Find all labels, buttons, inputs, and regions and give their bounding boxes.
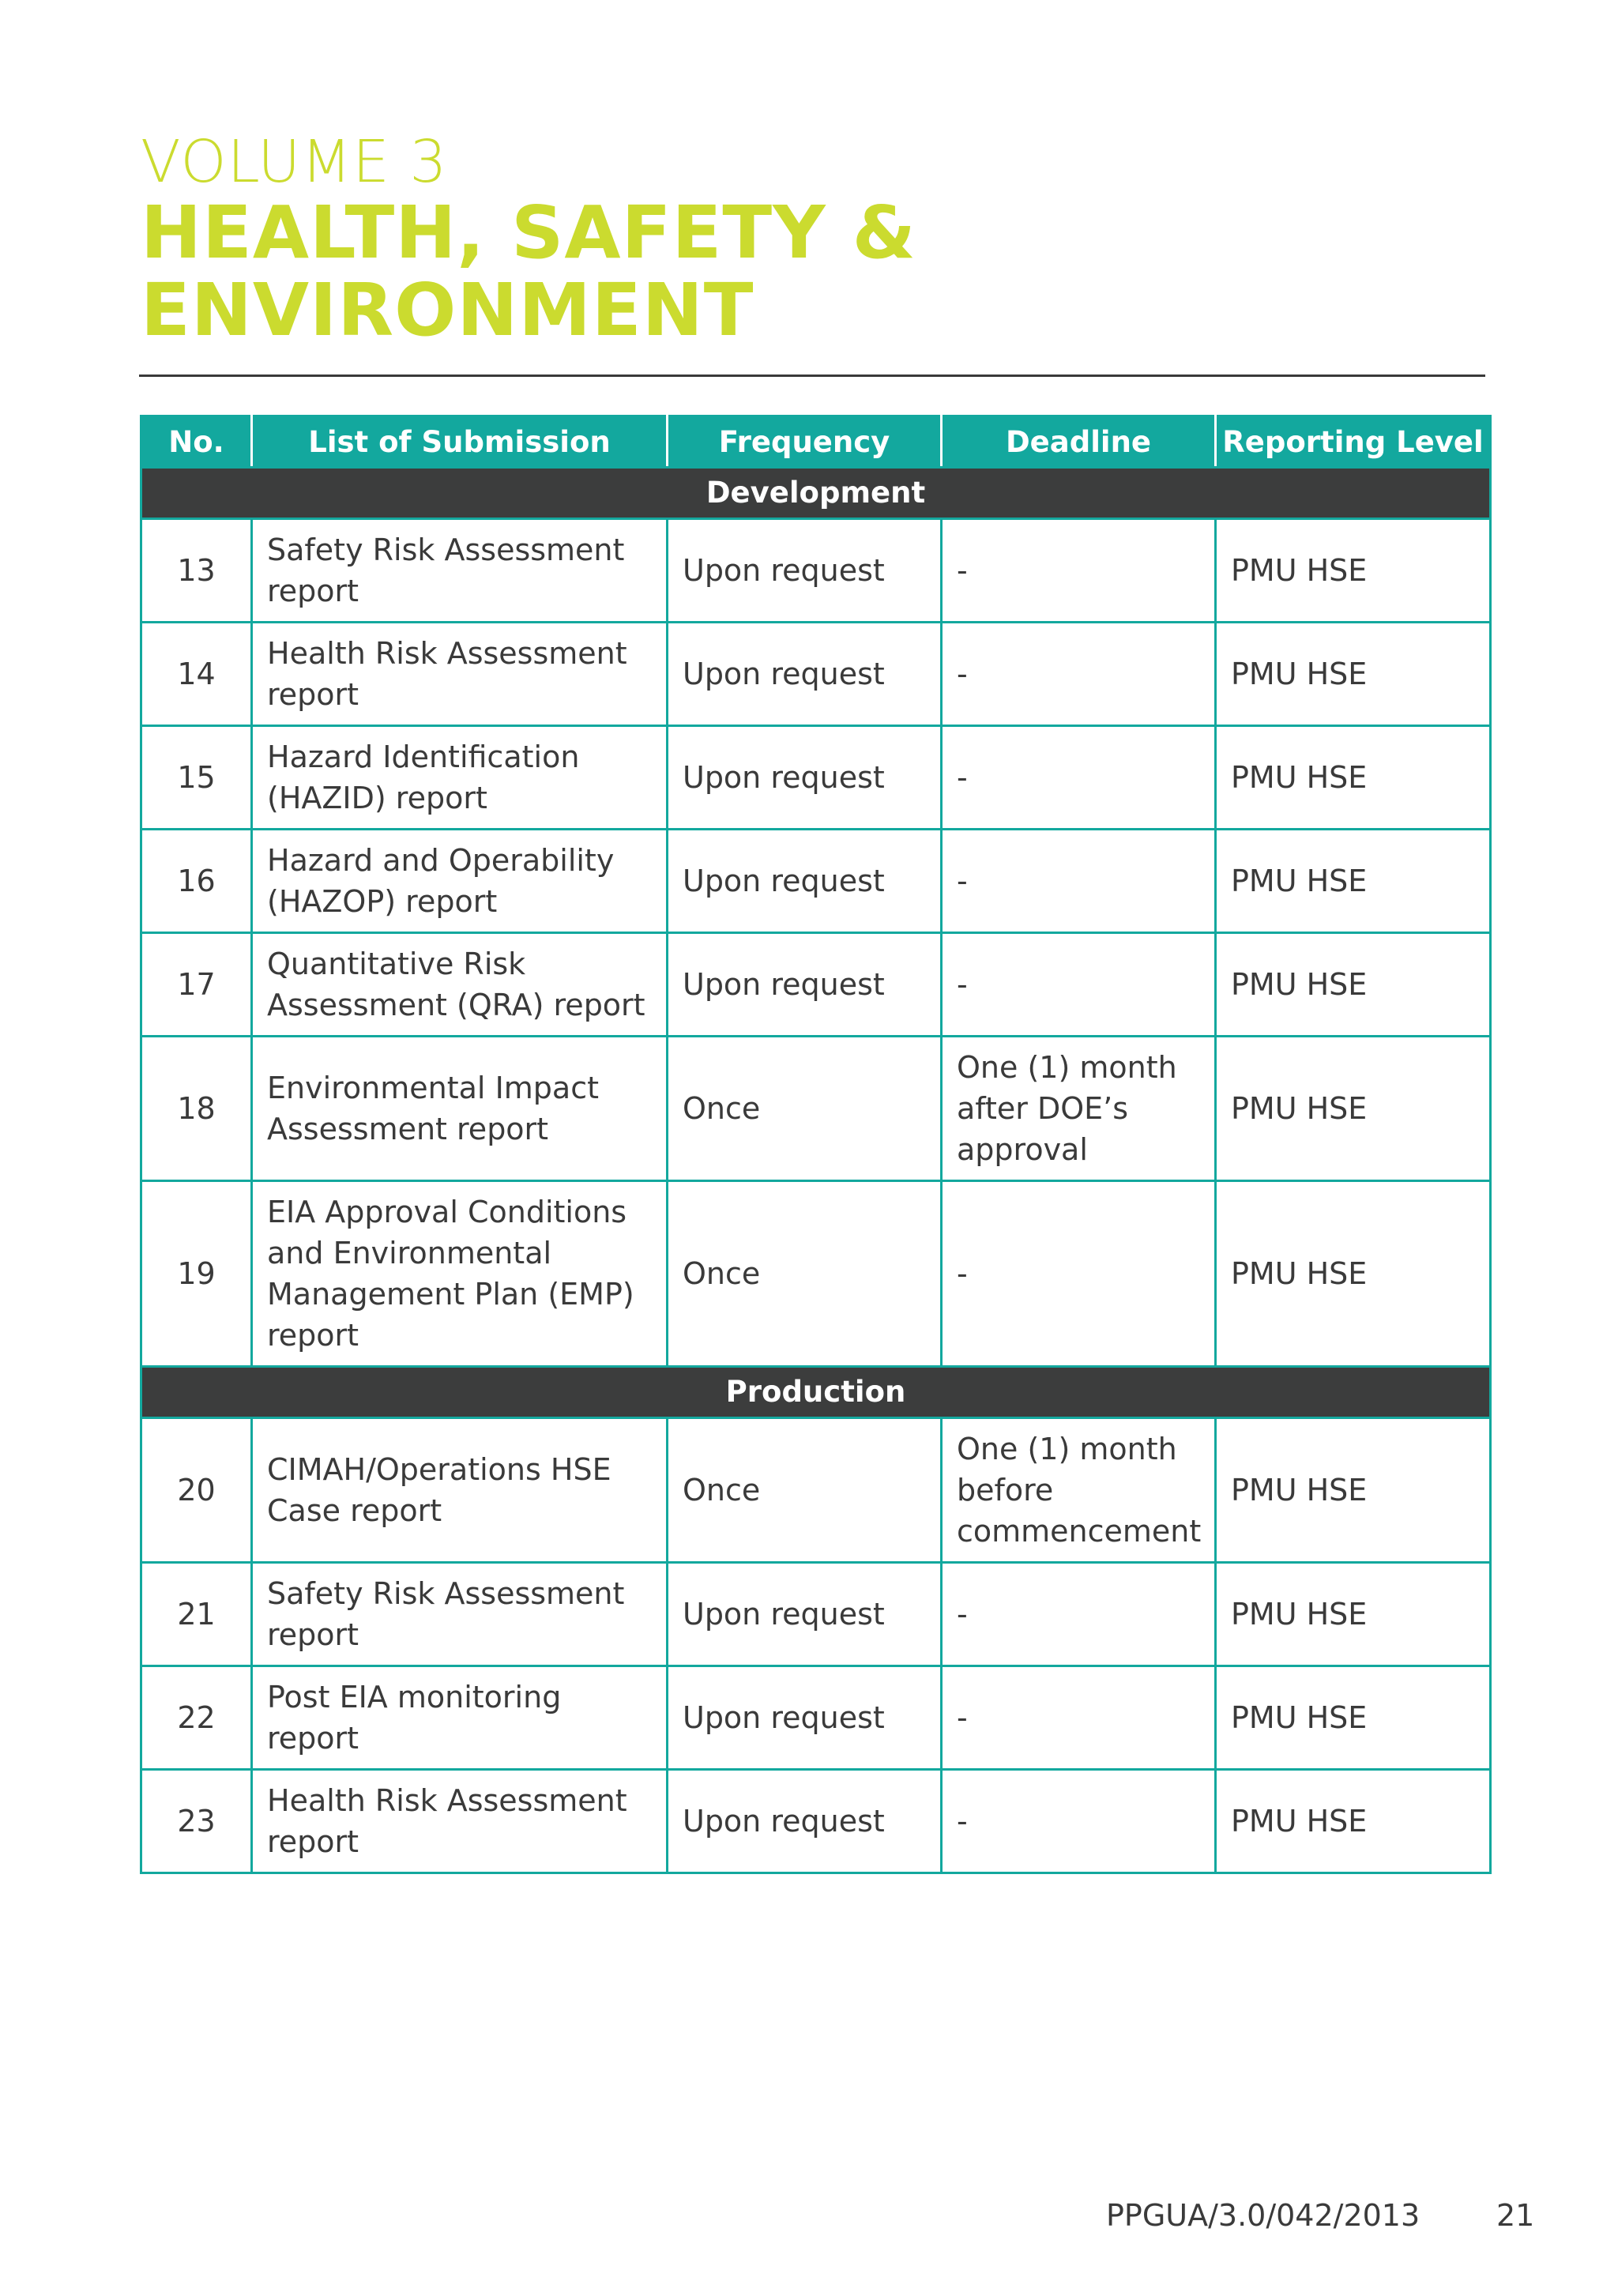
cell-deadline: One (1) month before commencement xyxy=(942,1418,1216,1563)
cell-submission: Hazard and Operability (HAZOP) report xyxy=(252,830,668,933)
cell-deadline: - xyxy=(942,933,1216,1037)
table-row xyxy=(141,1770,1491,1873)
table-row xyxy=(141,519,1491,623)
cell-frequency: Once xyxy=(668,1418,942,1563)
table-header-row xyxy=(141,416,1491,468)
cell-submission: Quantitative Risk Assessment (QRA) report xyxy=(252,933,668,1037)
column-header-frequency: Frequency xyxy=(668,416,942,468)
cell-no: 23 xyxy=(141,1770,252,1873)
cell-reporting-level: PMU HSE xyxy=(1216,726,1491,830)
cell-deadline: - xyxy=(942,1181,1216,1367)
cell-submission: Hazard Identification (HAZID) report xyxy=(252,726,668,830)
submission-table xyxy=(140,415,1492,1874)
cell-submission: EIA Approval Conditions and Environmental Management Plan (EMP) report xyxy=(252,1181,668,1367)
cell-reporting-level: PMU HSE xyxy=(1216,1770,1491,1873)
table-row xyxy=(141,933,1491,1037)
table-row xyxy=(141,1666,1491,1770)
cell-reporting-level: PMU HSE xyxy=(1216,1563,1491,1666)
cell-submission: CIMAH/Operations HSE Case report xyxy=(252,1418,668,1563)
title-line-2: ENVIRONMENT xyxy=(141,268,754,352)
table-row xyxy=(141,726,1491,830)
cell-frequency: Once xyxy=(668,1037,942,1181)
document-code: PPGUA/3.0/042/2013 xyxy=(1106,2198,1420,2233)
cell-frequency: Upon request xyxy=(668,726,942,830)
table-row xyxy=(141,623,1491,726)
section-header: Development xyxy=(141,468,1491,519)
page-title xyxy=(141,190,916,352)
cell-no: 16 xyxy=(141,830,252,933)
cell-frequency: Upon request xyxy=(668,519,942,623)
cell-deadline: - xyxy=(942,519,1216,623)
table-row xyxy=(141,830,1491,933)
cell-deadline: - xyxy=(942,1563,1216,1666)
cell-reporting-level: PMU HSE xyxy=(1216,933,1491,1037)
cell-deadline: - xyxy=(942,726,1216,830)
table-row xyxy=(141,1418,1491,1563)
column-header-no: No. xyxy=(141,416,252,468)
cell-submission: Health Risk Assessment report xyxy=(252,623,668,726)
table-row xyxy=(141,1037,1491,1181)
cell-reporting-level: PMU HSE xyxy=(1216,623,1491,726)
cell-reporting-level: PMU HSE xyxy=(1216,1666,1491,1770)
page-number: 21 xyxy=(1496,2198,1535,2233)
column-header-deadline: Deadline xyxy=(942,416,1216,468)
cell-frequency: Upon request xyxy=(668,933,942,1037)
cell-no: 18 xyxy=(141,1037,252,1181)
section-row xyxy=(141,1367,1491,1418)
cell-reporting-level: PMU HSE xyxy=(1216,1181,1491,1367)
section-row xyxy=(141,468,1491,519)
cell-reporting-level: PMU HSE xyxy=(1216,1037,1491,1181)
column-header-submission: List of Submission xyxy=(252,416,668,468)
cell-deadline: - xyxy=(942,623,1216,726)
cell-frequency: Upon request xyxy=(668,1770,942,1873)
cell-deadline: - xyxy=(942,830,1216,933)
cell-frequency: Upon request xyxy=(668,1666,942,1770)
cell-deadline: One (1) month after DOE’s approval xyxy=(942,1037,1216,1181)
table-body xyxy=(141,468,1491,1873)
cell-deadline: - xyxy=(942,1770,1216,1873)
section-header: Production xyxy=(141,1367,1491,1418)
cell-submission: Health Risk Assessment report xyxy=(252,1770,668,1873)
cell-frequency: Upon request xyxy=(668,1563,942,1666)
volume-label: VOLUME 3 xyxy=(141,128,448,196)
cell-no: 19 xyxy=(141,1181,252,1367)
cell-submission: Environmental Impact Assessment report xyxy=(252,1037,668,1181)
cell-deadline: - xyxy=(942,1666,1216,1770)
cell-no: 15 xyxy=(141,726,252,830)
column-header-reporting-level: Reporting Level xyxy=(1216,416,1491,468)
title-line-1: HEALTH, SAFETY & xyxy=(141,190,916,275)
cell-frequency: Once xyxy=(668,1181,942,1367)
cell-submission: Safety Risk Assessment report xyxy=(252,1563,668,1666)
cell-reporting-level: PMU HSE xyxy=(1216,519,1491,623)
table-row xyxy=(141,1563,1491,1666)
cell-reporting-level: PMU HSE xyxy=(1216,830,1491,933)
cell-no: 14 xyxy=(141,623,252,726)
cell-no: 20 xyxy=(141,1418,252,1563)
cell-no: 22 xyxy=(141,1666,252,1770)
title-divider xyxy=(139,375,1485,377)
cell-submission: Post EIA monitoring report xyxy=(252,1666,668,1770)
cell-reporting-level: PMU HSE xyxy=(1216,1418,1491,1563)
cell-no: 21 xyxy=(141,1563,252,1666)
cell-no: 13 xyxy=(141,519,252,623)
cell-no: 17 xyxy=(141,933,252,1037)
cell-submission: Safety Risk Assessment report xyxy=(252,519,668,623)
cell-frequency: Upon request xyxy=(668,830,942,933)
table-row xyxy=(141,1181,1491,1367)
cell-frequency: Upon request xyxy=(668,623,942,726)
